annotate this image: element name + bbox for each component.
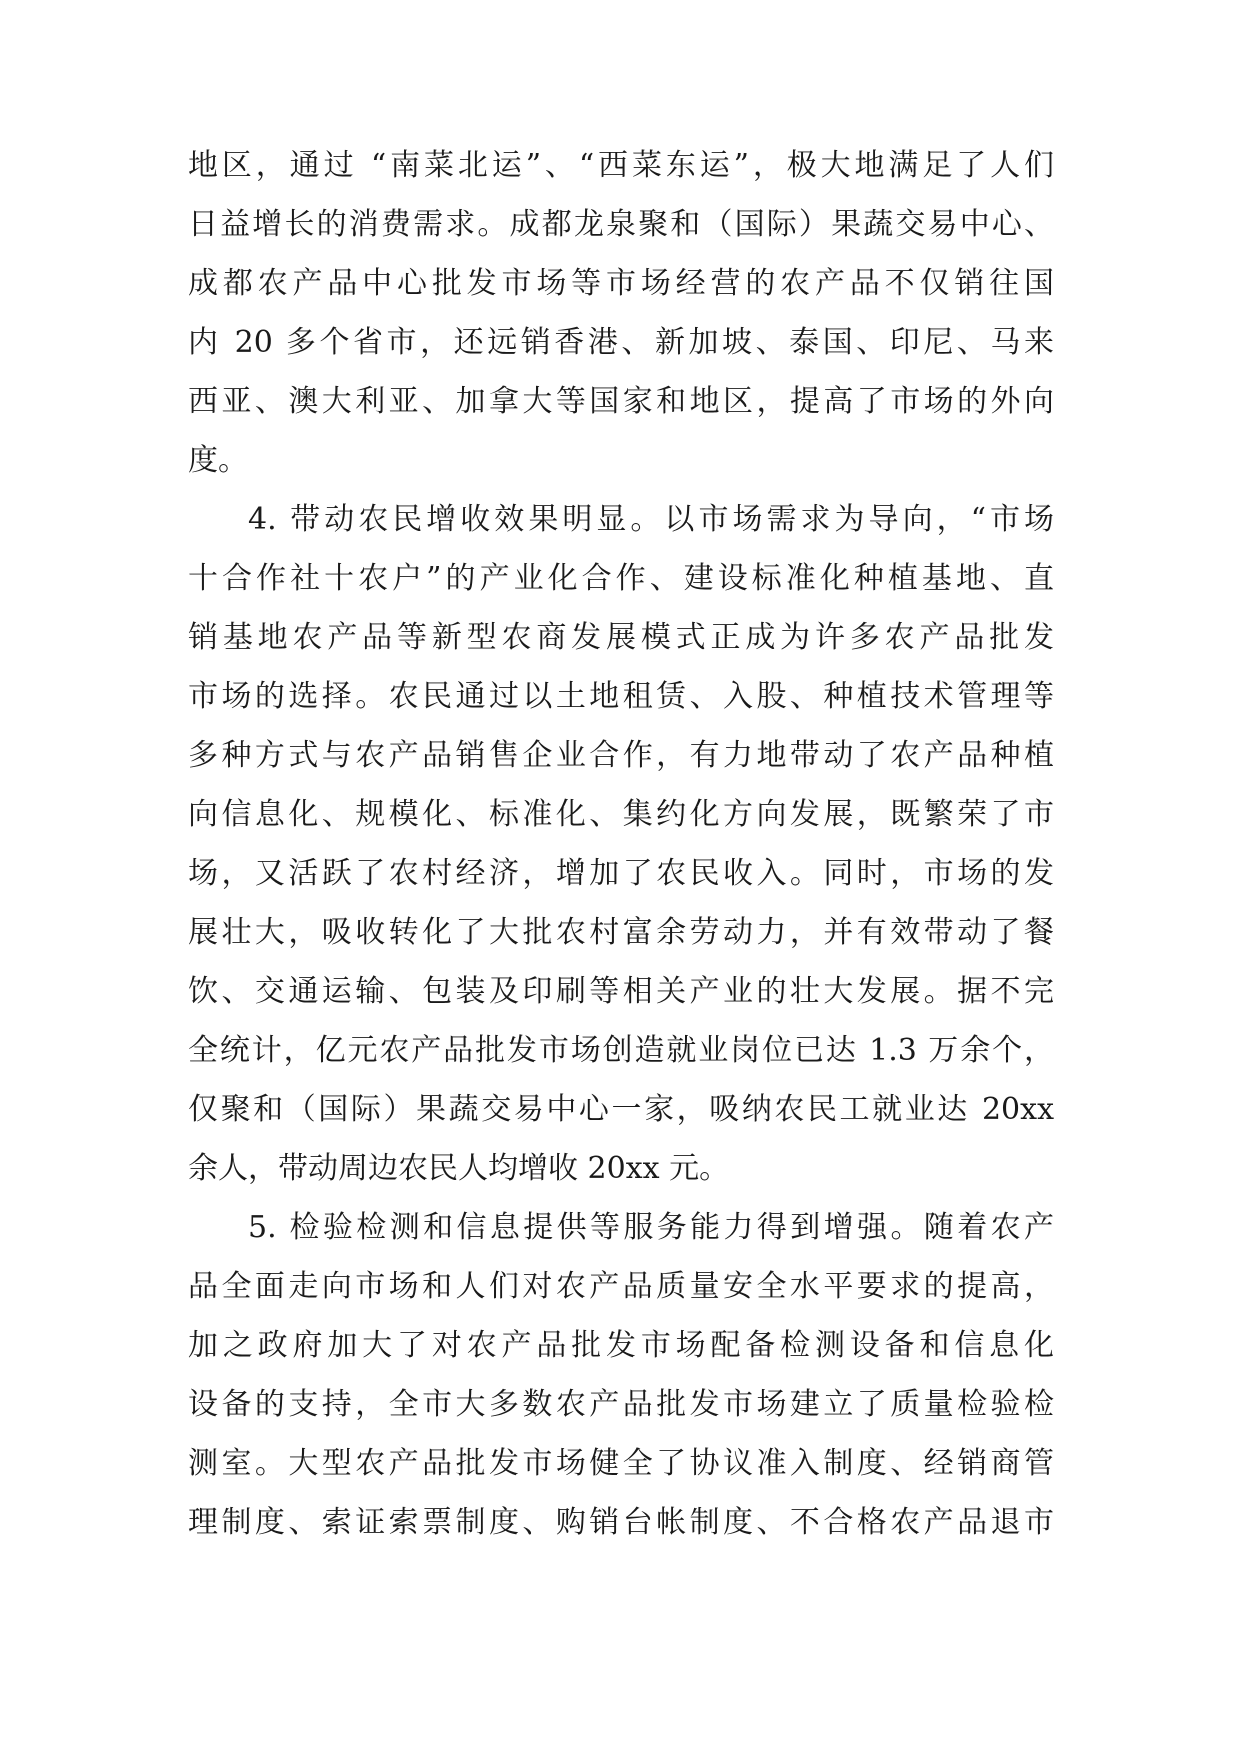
text-line-24: 理制度、索证索票制度、购销台帐制度、不合格农产品退市 [188,1505,1054,1540]
text-line-22: 设备的支持，全市大多数农产品批发市场建立了质量检验检 [188,1387,1054,1422]
text-line-17: 仅聚和（国际）果蔬交易中心一家，吸纳农民工就业达 20xx [188,1092,1054,1127]
text-line-23: 测室。大型农产品批发市场健全了协议准入制度、经销商管 [188,1446,1054,1481]
text-line-3: 成都农产品中心批发市场等市场经营的农产品不仅销往国 [188,266,1054,301]
text-line-2: 日益增长的消费需求。成都龙泉聚和（国际）果蔬交易中心、 [188,207,1054,242]
text-line-14: 展壮大，吸收转化了大批农村富余劳动力，并有效带动了餐 [188,915,1054,950]
text-line-10: 市场的选择。农民通过以土地租赁、入股、种植技术管理等 [188,679,1054,714]
text-line-16: 全统计，亿元农产品批发市场创造就业岗位已达 1.3 万余个， [188,1033,1054,1068]
text-line-9: 销基地农产品等新型农商发展模式正成为许多农产品批发 [188,620,1054,655]
paragraph-5-heading-line: 5. 检验检测和信息提供等服务能力得到增强。随着农产 [248,1210,1054,1245]
text-line-6: 度。 [188,443,248,478]
text-line-20: 品全面走向市场和人们对农产品质量安全水平要求的提高， [188,1269,1054,1304]
text-line-4: 内 20 多个省市，还远销香港、新加坡、泰国、印尼、马来 [188,325,1054,360]
text-line-15: 饮、交通运输、包装及印刷等相关产业的壮大发展。据不完 [188,974,1054,1009]
text-line-8: 十合作社十农户”的产业化合作、建设标准化种植基地、直 [188,561,1054,596]
text-line-1: 地区，通过 “南菜北运”、“西菜东运”，极大地满足了人们 [188,148,1054,183]
paragraph-4-heading-line: 4. 带动农民增收效果明显。以市场需求为导向，“市场 [248,502,1054,537]
text-line-13: 场，又活跃了农村经济，增加了农民收入。同时，市场的发 [188,856,1054,891]
text-line-18: 余人，带动周边农民人均增收 20xx 元。 [188,1151,730,1186]
text-line-21: 加之政府加大了对农产品批发市场配备检测设备和信息化 [188,1328,1054,1363]
text-line-12: 向信息化、规模化、标准化、集约化方向发展，既繁荣了市 [188,797,1054,832]
text-line-5: 西亚、澳大利亚、加拿大等国家和地区，提高了市场的外向 [188,384,1054,419]
text-line-11: 多种方式与农产品销售企业合作，有力地带动了农产品种植 [188,738,1054,773]
